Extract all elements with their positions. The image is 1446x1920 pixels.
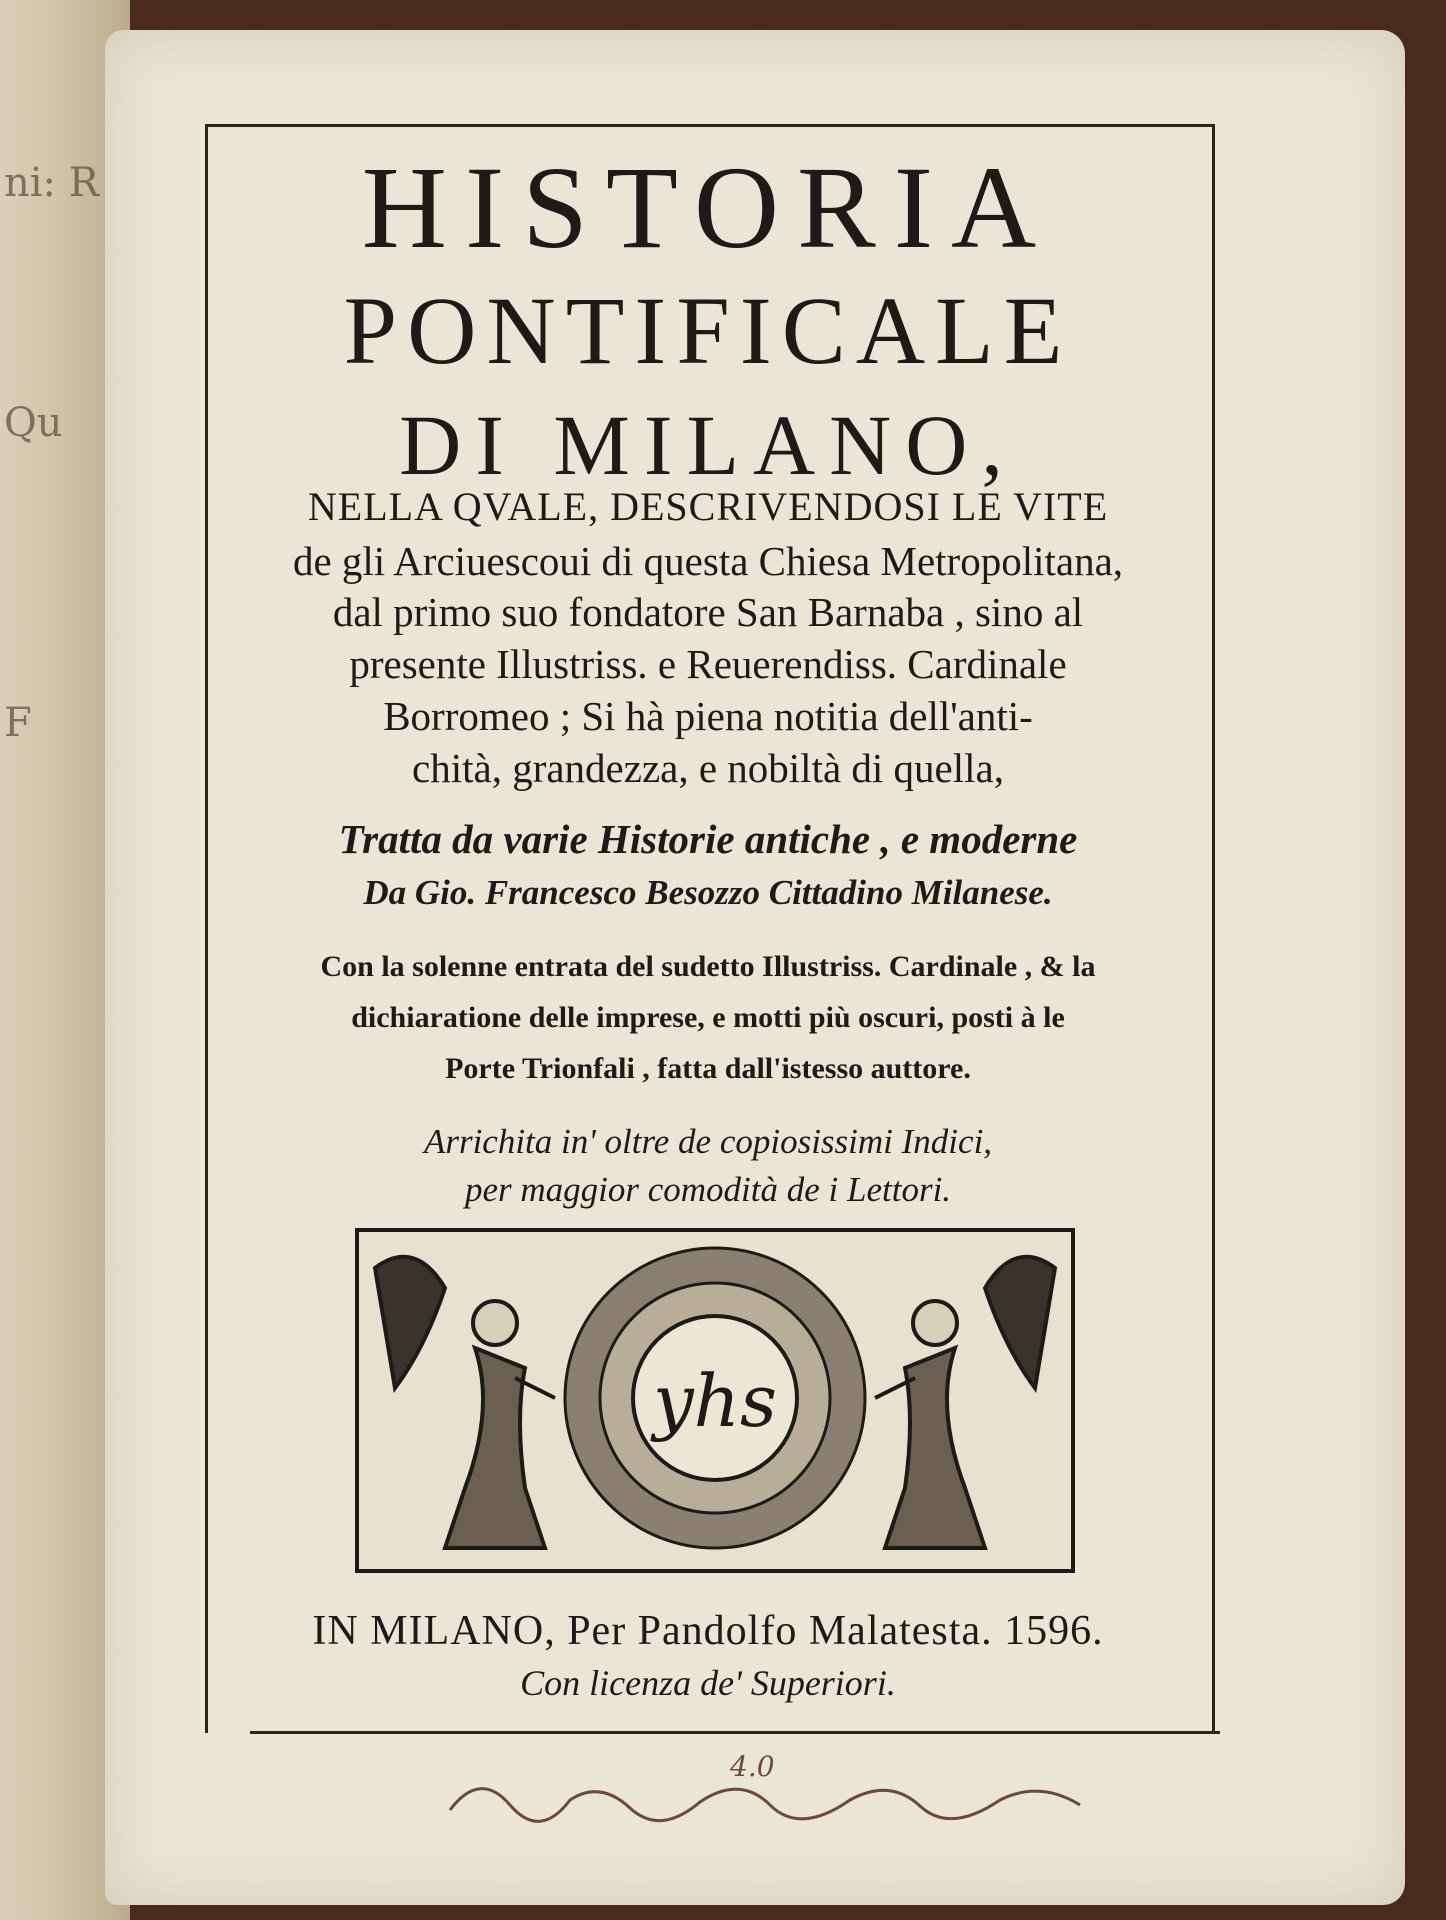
spine-handwriting: Qu (4, 400, 63, 446)
bold-line: Con la solenne entrata del sudetto Illustriss. Cardinale , & la (320, 950, 1096, 983)
imprint-line: IN MILANO, Per Pandolfo Malatesta. 1596. (312, 1608, 1104, 1654)
author-line: Da Gio. Francesco Besozzo Cittadino Milanese. (363, 873, 1053, 912)
subtitle-caps: NELLA QVALE, DESCRIVENDOSI LE VITE (307, 484, 1109, 529)
bold-line: dichiaratione delle imprese, e motti più oscuri, posti à le (351, 1001, 1065, 1034)
handwritten-signature (440, 1750, 1140, 1830)
italic-line: Tratta da varie Historie antiche , e moderne (338, 816, 1078, 862)
body-line: Borromeo ; Si hà piena notitia dell'anti- (383, 693, 1033, 739)
spine-handwriting: F (4, 700, 32, 746)
bold-line: Porte Trionfali , fatta dall'istesso auttore. (445, 1052, 971, 1085)
body-line: chità, grandezza, e nobiltà di quella, (412, 745, 1004, 791)
title-line-2: PONTIFICALE (343, 277, 1073, 384)
italic-line: per maggior comodità de i Lettori. (464, 1170, 952, 1209)
woodcut-emblem (355, 1228, 1075, 1573)
italic-line: Arrichita in' oltre de copiosissimi Indici, (423, 1122, 993, 1161)
license-line: Con licenza de' Superiori. (520, 1663, 896, 1703)
title-line-1: HISTORIA (361, 142, 1055, 273)
spine-handwriting: ni: R (4, 160, 99, 206)
body-line: de gli Arciuescoui di questa Chiesa Metropolitana, (292, 538, 1124, 584)
yhs-monogram: yhs (653, 1359, 777, 1443)
title-line-3: DI MILANO, (399, 397, 1017, 493)
handwritten-number: 4.0 (730, 1750, 775, 1783)
body-line: presente Illustriss. e Reuerendiss. Cardinale (349, 641, 1067, 687)
page-border-bottom (250, 1731, 1220, 1734)
body-line: dal primo suo fondatore San Barnaba , sino al (332, 589, 1084, 635)
